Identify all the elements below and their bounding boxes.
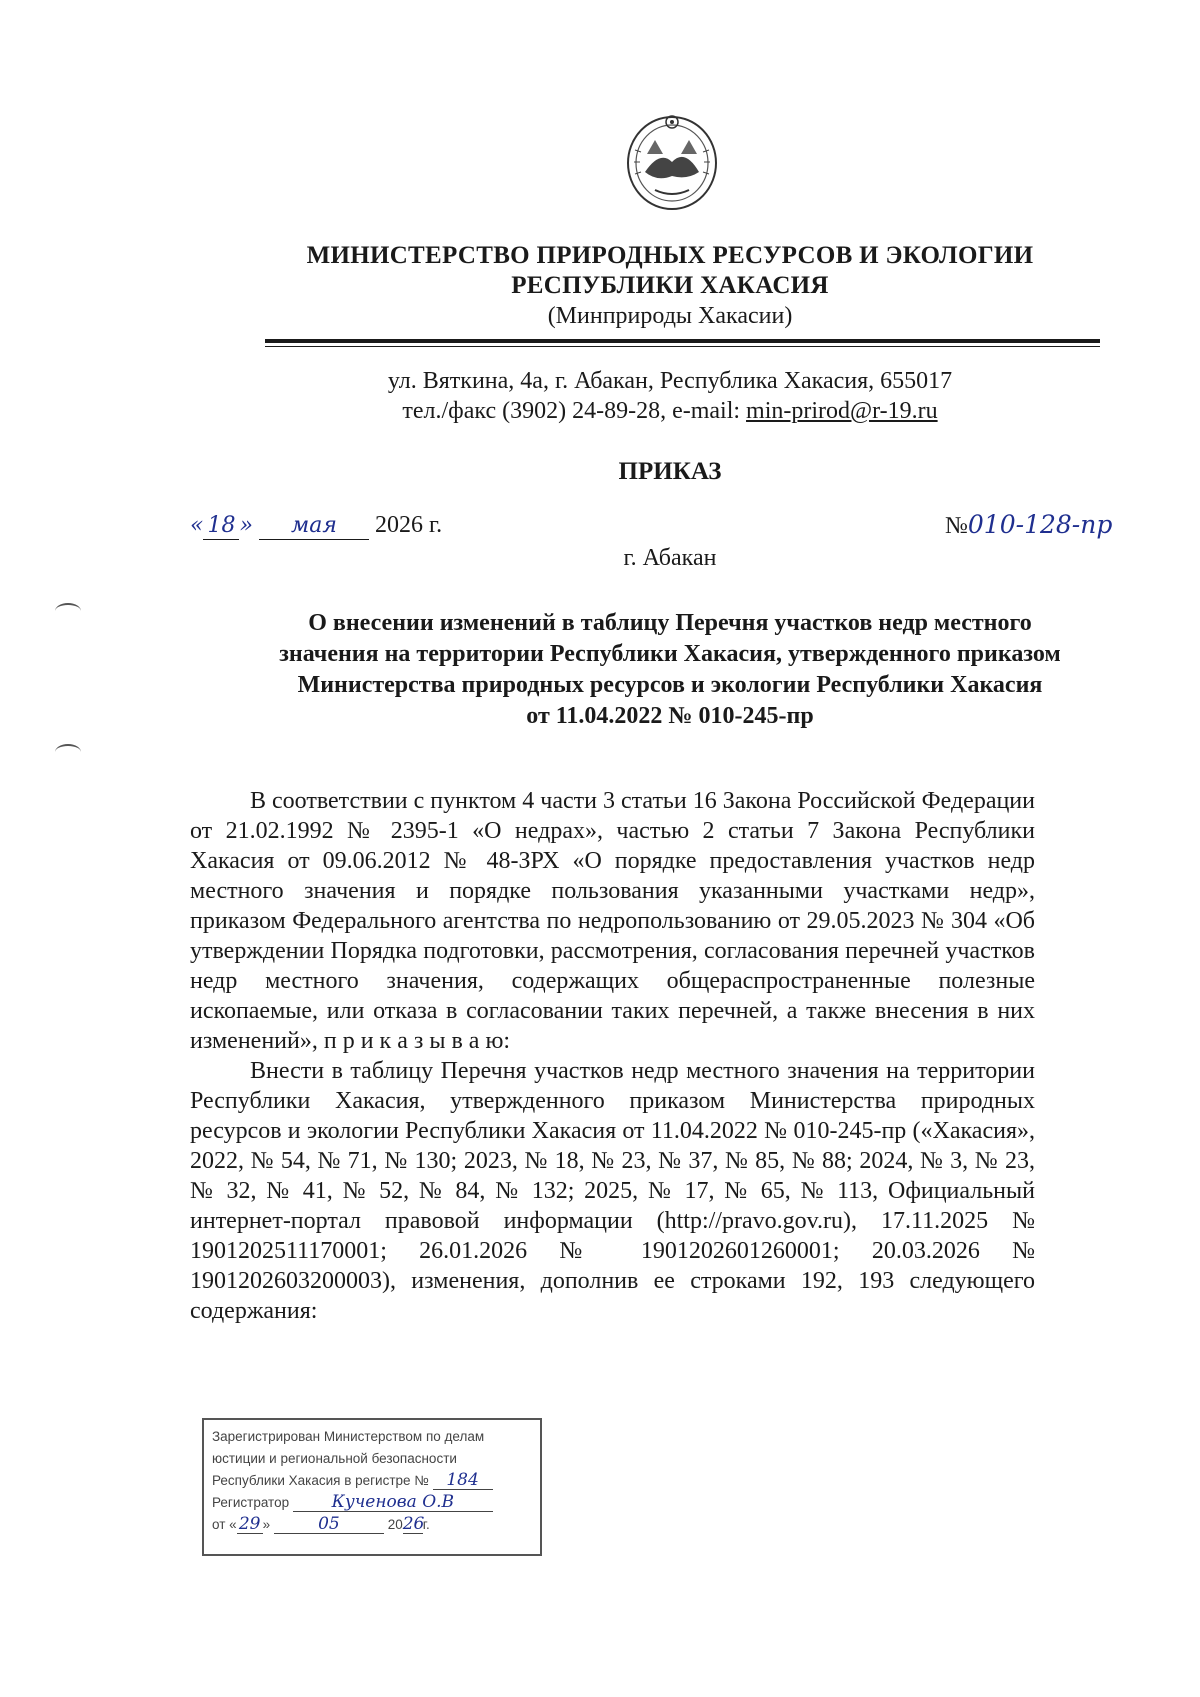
stamp-date-end: г.	[422, 1517, 430, 1532]
registration-stamp	[202, 1418, 542, 1556]
coat-of-arms-emblem	[625, 110, 719, 212]
header-divider-thin	[265, 346, 1100, 347]
order-title-line3: Министерства природных ресурсов и экологии Республики Хакасия	[297, 672, 1043, 698]
document-type-heading: ПРИКАЗ	[618, 458, 722, 485]
ministry-name-line1: МИНИСТЕРСТВО ПРИРОДНЫХ РЕСУРСОВ И ЭКОЛОГИИ	[306, 242, 1034, 269]
contacts-prefix: тел./факс (3902) 24-89-28, e-mail:	[402, 398, 747, 424]
stamp-date-year-prefix: 20	[387, 1517, 403, 1532]
contacts-line	[250, 398, 1090, 425]
stamp-date-day: 29	[237, 1515, 263, 1534]
date-quote-open: «	[190, 513, 204, 538]
order-title-line4: от 11.04.2022 № 010-245-пр	[526, 703, 814, 729]
body-paragraph-2-block	[190, 1056, 1035, 1326]
body-paragraph-1: В соответствии с пунктом 4 части 3 статьи 16 Закона Российской Федерации от 21.02.1992 № 2395-1 «О недрах», частью 2 статьи 7 Закона Республики Хакасия от 09.06.2012 № 48-ЗРХ «О порядке предоставления участков недр местного значения и порядке пользования указанными участками недр», приказом Федерального агентства по недропользованию от 29.05.2023 № 304 «Об утверждении Порядка подготовки, рассмотрения, согласования перечней участков недр местного значения, содержащих общераспространенные полезные ископаемые, или отказа в согласовании таких перечней, а также внесения в них изменений», п р и к а з ы в а ю:	[190, 788, 1035, 1054]
email-link[interactable]: min-prirod@r-19.ru	[746, 398, 938, 424]
ministry-short-name: (Минприроды Хакасии)	[547, 303, 793, 329]
date-quote-close: »	[239, 513, 253, 538]
body-paragraph-1-block	[190, 786, 1035, 1056]
stamp-line3	[212, 1470, 532, 1492]
ministry-name-line2: РЕСПУБЛИКИ ХАКАСИЯ	[511, 272, 829, 299]
stamp-date-mid: »	[262, 1517, 271, 1532]
stamp-registrar-line	[212, 1492, 532, 1514]
date-year: 2026 г.	[374, 512, 443, 538]
address-line: ул. Вяткина, 4а, г. Абакан, Республика Хакасия, 655017	[387, 368, 953, 394]
order-number-prefix: №	[945, 513, 968, 539]
stamp-date-line	[212, 1514, 532, 1536]
hole-punch-mark	[55, 603, 81, 619]
header-divider-thick	[265, 339, 1100, 343]
city: г. Абакан	[623, 545, 717, 571]
body-paragraph-2: Внести в таблицу Перечня участков недр местного значения на территории Республики Хакасия, утвержденного приказом Министерства природных ресурсов и экологии Республики Хакасия от 11.04.2022 № 010-245-пр («Хакасия», 2022, № 54, № 71, № 130; 2023, № 18, № 23, № 37, № 85, № 88; 2024, № 3, № 23, № 32, № 41, № 52, № 84, № 132; 2025, № 17, № 65, № 113, Официальный интернет-портал правовой информации (http://pravo.gov.ru), 17.11.2025 № 1901202511170001; 26.01.2026 № 1901202601260001; 20.03.2026 № 1901202603200003), изменения, дополнив ее строками 192, 193 следующего содержания:	[190, 1058, 1035, 1324]
stamp-registrar-label: Регистратор	[212, 1495, 290, 1510]
order-date	[190, 512, 442, 540]
stamp-register-label: Республики Хакасия в регистре №	[212, 1473, 429, 1488]
order-title-line1: О внесении изменений в таблицу Перечня участков недр местного	[308, 610, 1032, 636]
stamp-line1: Зарегистрирован Министерством по делам	[212, 1429, 485, 1444]
order-title-line2: значения на территории Республики Хакасия, утвержденного приказом	[279, 641, 1061, 667]
stamp-date-prefix: от «	[212, 1517, 237, 1532]
date-day: 18	[203, 513, 239, 540]
order-number-value: 010-128-пр	[967, 510, 1113, 539]
order-number	[945, 510, 1112, 540]
stamp-line2: юстиции и региональной безопасности	[212, 1451, 457, 1466]
stamp-date-month: 05	[274, 1515, 384, 1534]
stamp-register-number: 184	[433, 1471, 493, 1490]
stamp-registrar-signature: Кученова О.В	[293, 1493, 493, 1512]
date-month: мая	[259, 513, 369, 540]
hole-punch-mark	[55, 744, 81, 760]
stamp-date-year-suffix: 26	[402, 1514, 425, 1534]
